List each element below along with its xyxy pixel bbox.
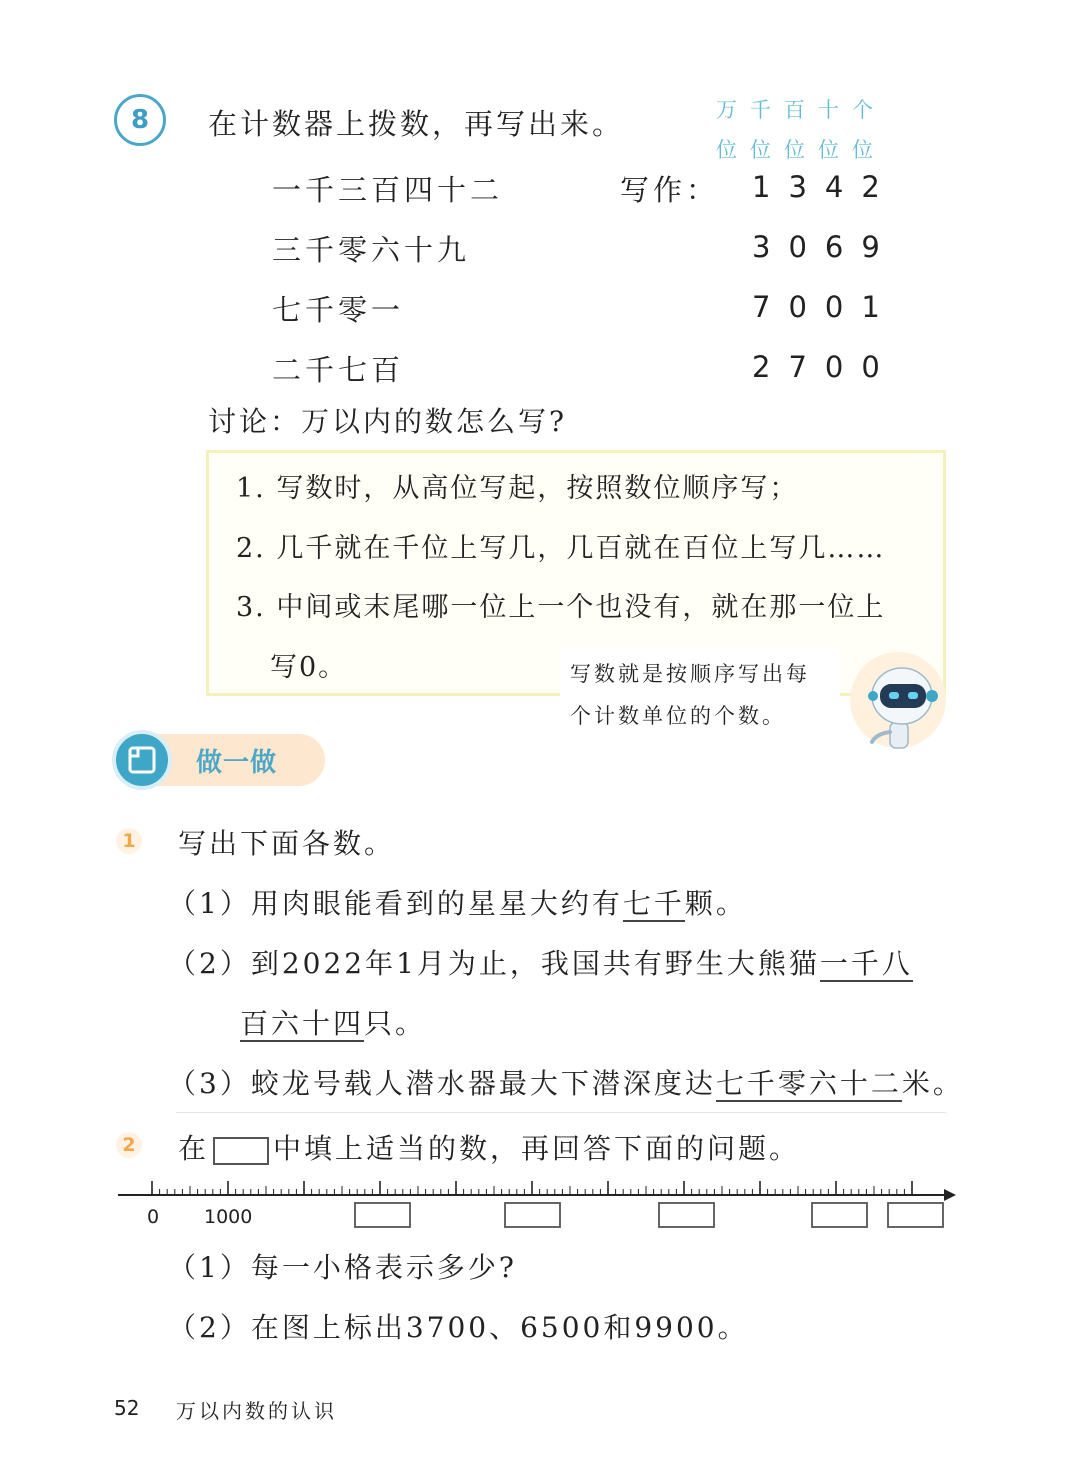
exercise-title: 写出下面各数。 (178, 827, 396, 860)
tick-label-0: 0 (147, 1206, 160, 1228)
place-heading-char: 位 (818, 138, 852, 162)
tick-label-1000: 1000 (204, 1206, 253, 1228)
rule-item: 2. 几千就在千位上写几，几百就在百位上写几…… (236, 533, 886, 564)
place-heading-char: 位 (716, 138, 750, 162)
rule-item: 写0。 (270, 652, 348, 683)
place-heading-char: 位 (750, 138, 784, 162)
question-item: （2）在图上标出3700、6500和9900。 (168, 1311, 749, 1344)
number-words-row: 三千零六十九 (272, 233, 471, 267)
practice-icon (112, 730, 172, 790)
rule-item: 3. 中间或末尾哪一位上一个也没有，就在那一位上 (236, 592, 886, 623)
exercise-item-text: （1）用肉眼能看到的星星大约有 (168, 887, 623, 920)
exercise-item (168, 882, 747, 922)
exercise-number-badge: 1 (116, 828, 142, 854)
place-heading-char: 位 (852, 138, 886, 162)
speech-bubble-line: 写数就是按顺序写出每 (570, 662, 810, 686)
written-number: 7001 (752, 290, 898, 324)
exercise-item-text: （2）到2022年1月为止，我国共有野生大熊猫 (168, 947, 820, 980)
blank-box[interactable] (888, 1203, 943, 1227)
robot-icon (846, 650, 950, 754)
speech-bubble-line: 个计数单位的个数。 (570, 704, 786, 728)
exercise-item-text: （3）蛟龙号载人潜水器最大下潜深度达 (168, 1067, 716, 1100)
rule-item: 1. 写数时，从高位写起，按照数位顺序写； (236, 473, 799, 504)
discussion-prompt: 讨论：万以内的数怎么写? (208, 405, 568, 438)
exercise-item-continued (240, 1002, 426, 1042)
exercise-item (168, 942, 913, 982)
exercise-title-start: 在 (178, 1132, 210, 1165)
blank-box-sample (213, 1137, 269, 1165)
problem-number-badge: 8 (114, 94, 166, 146)
place-heading-char: 十 (818, 98, 852, 122)
number-words-row: 二千七百 (272, 353, 405, 387)
practice-banner-label: 做一做 (196, 748, 278, 778)
exercise-title (178, 1127, 800, 1167)
exercise-item-suffix: 只。 (364, 1007, 427, 1040)
blank-box[interactable] (659, 1203, 714, 1227)
number-line-arrow (944, 1189, 956, 1201)
page-number: 52 (114, 1396, 140, 1420)
answer-blank: 七千零六十二 (715, 1067, 902, 1100)
exercise-item-suffix: 米。 (901, 1067, 964, 1100)
blank-box[interactable] (505, 1203, 560, 1227)
written-number: 3069 (752, 230, 898, 264)
chapter-title: 万以内数的认识 (176, 1399, 337, 1423)
number-words-row: 一千三百四十二 (272, 173, 504, 207)
answer-blank: 七千 (622, 887, 685, 920)
exercise-title-end: 中填上适当的数，再回答下面的问题。 (273, 1132, 801, 1165)
answer-blank: 百六十四 (240, 1007, 365, 1040)
place-heading-char: 万 (716, 98, 750, 122)
answer-blank: 一千八 (819, 947, 913, 980)
exercise-item-suffix: 颗。 (684, 887, 747, 920)
written-number: 2700 (752, 350, 898, 384)
exercise-number-badge: 2 (116, 1132, 142, 1158)
place-heading-char: 个 (852, 98, 886, 122)
question-item: （1）每一小格表示多少? (168, 1251, 517, 1284)
written-number: 1342 (752, 170, 898, 204)
blank-box[interactable] (812, 1203, 867, 1227)
place-heading-char: 百 (784, 98, 818, 122)
write-label: 写作： (620, 173, 720, 207)
number-words-row: 七千零一 (272, 293, 405, 327)
place-heading-char: 千 (750, 98, 784, 122)
number-line (110, 1170, 960, 1240)
pencil-square-icon (116, 734, 168, 786)
divider (176, 1112, 946, 1113)
problem-question: 在计数器上拨数，再写出来。 (208, 107, 625, 141)
blank-box[interactable] (355, 1203, 410, 1227)
exercise-item (168, 1062, 964, 1102)
place-heading-char: 位 (784, 138, 818, 162)
